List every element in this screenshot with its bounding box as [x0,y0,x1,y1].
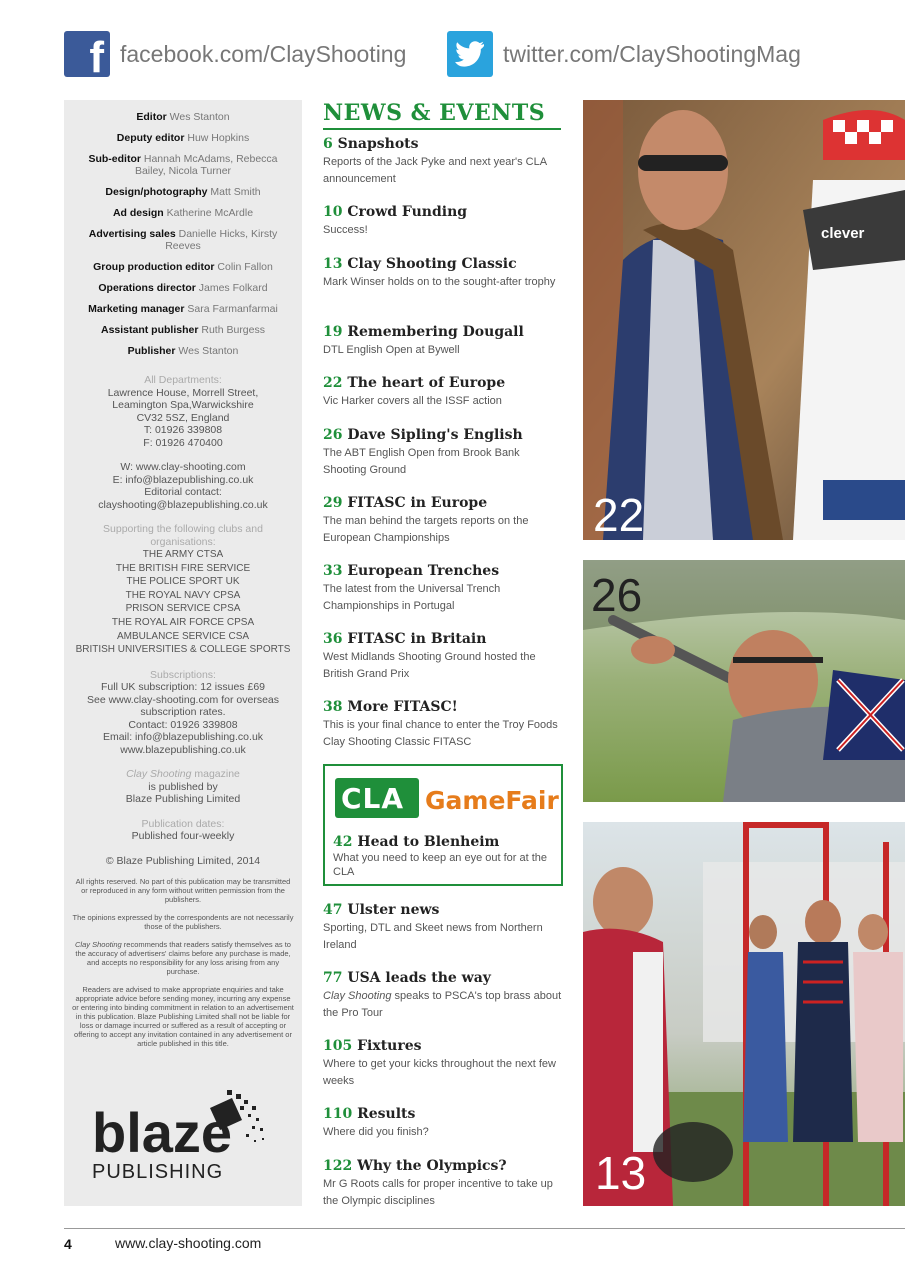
facebook-url[interactable]: facebook.com/ClayShooting [120,40,407,67]
item-description: The latest from the Universal Trench Championships in Portugal [323,583,501,612]
sidebar-line: THE ROYAL NAVY CPSA [125,589,241,601]
twitter-icon [447,31,493,77]
item-page-number: 33 [323,563,343,579]
item-title: Clay Shooting Classic [347,256,517,272]
credit-name: Ruth Burgess [201,324,265,336]
page-number: 4 [64,1236,72,1252]
contents-item[interactable] [323,563,563,615]
item-title: USA leads the way [347,970,491,986]
sidebar-line: See www.clay-shooting.com for overseas [87,693,279,706]
item-title-line [323,136,563,153]
credit-role: Advertising sales [88,228,176,240]
credit-name: James Folkard [198,282,268,294]
item-description: Mr G Roots calls for proper incentive to take up the Olympic disciplines [323,1178,553,1207]
footer-divider [64,1228,905,1229]
sidebar-line: THE ROYAL AIR FORCE CPSA [111,616,255,628]
item-title-line [323,204,563,221]
item-page-number: 105 [323,1038,353,1054]
credit-name: Sara Farmanfarmai [187,303,278,315]
sidebar-line: subscription rates. [140,706,226,719]
cla-game-fair-box[interactable]: CLA GameFair 42 Head to Blenheim What you need to keep an eye out for at the CLA [323,764,563,886]
item-title: Why the Olympics? [357,1158,507,1174]
item-title-line [323,1158,563,1175]
item-description: Success! [323,224,368,236]
sidebar-line: clayshooting@blazepublishing.co.uk [98,498,268,511]
credit-role: Publisher [127,345,176,357]
blaze-publishing-logo [92,1090,277,1190]
copyright: © Blaze Publishing Limited, 2014 [105,854,261,867]
sidebar-line: THE ARMY CTSA [142,549,224,560]
item-title: Results [357,1106,416,1122]
credit-name: Wes Stanton [169,111,230,123]
contents-item[interactable] [323,204,563,239]
item-description: West Midlands Shooting Ground hosted the British Grand Prix [323,651,536,680]
item-title-line [323,427,563,444]
item-description: DTL English Open at Bywell [323,344,460,356]
item-description: Clay Shooting speaks to PSCA's top brass about the Pro Tour [323,990,562,1019]
credit-line [74,186,292,198]
magazine-title: Clay Shooting [126,768,192,781]
subscriptions-block [64,669,302,757]
credit-name: Hannah McAdams, Rebecca Bailey, Nicola Turner [134,153,278,177]
item-page-number: 47 [323,902,343,918]
twitter-link[interactable] [447,30,801,78]
item-title: The heart of Europe [347,375,506,391]
sidebar-line: Leamington Spa,Warwickshire [112,399,254,411]
sidebar-line: Full UK subscription: 12 issues £69 [101,681,265,694]
item-title: FITASC in Europe [347,495,488,511]
item-description: Where to get your kicks throughout the next few weeks [323,1058,556,1087]
item-description: Vic Harker covers all the ISSF action [323,395,502,407]
sidebar-line: W: www.clay-shooting.com [120,461,246,473]
item-description: The man behind the targets reports on the European Championships [323,515,529,544]
item-page-number: 13 [323,256,343,272]
item-title: Remembering Dougall [347,324,524,340]
item-title-line [323,902,563,919]
contents-item[interactable] [323,495,563,547]
contents-item[interactable] [323,902,563,954]
credit-line [74,282,292,294]
credit-line [74,324,292,336]
credits-list [64,100,302,357]
item-page-number: 110 [323,1106,353,1122]
legal-readers: Readers are advised to make appropriate enquiries and take appropriate advice before sending money, incurring any expense or entering into binding commitment in relation to an advertisement in this publication. Blaze Publishing Limited shall not be liable for loss or damage incurred or suffered as a result of accepting or offering to accept any invitation contained in any advertisement or article published in this title. [72,985,294,1049]
item-title-line [323,495,563,512]
sidebar-line: AMBULANCE SERVICE CSA [116,630,250,642]
item-page-number: 6 [323,136,333,152]
sidebar-line: PRISON SERVICE CPSA [125,603,241,615]
svg-text:blaze: blaze [92,1101,233,1164]
credit-name: Huw Hopkins [187,132,250,144]
sidebar-line: Email: info@blazepublishing.co.uk [102,731,264,744]
news-events-column [323,100,563,1207]
sidebar-line: THE BRITISH FIRE SERVICE [115,562,251,574]
subs-heading: Subscriptions: [150,668,216,681]
item-page-number: 77 [323,970,343,986]
svg-text:PUBLISHING: PUBLISHING [92,1161,224,1183]
item-page-number: 38 [323,699,343,715]
item-title: More FITASC! [347,699,458,715]
item-title: Ulster news [347,902,440,918]
item-title-line [323,324,563,341]
contents-item[interactable] [323,699,563,751]
page-ref-26: 26 [591,569,643,621]
legal-rights: All rights reserved. No part of this publication may be transmitted or reproduced in any form without written permission from the publishers. [75,877,291,905]
contents-item[interactable] [323,1106,563,1141]
item-title: Snapshots [337,136,419,152]
item-description: Mark Winser holds on to the sought-after trophy [323,276,556,288]
item-title-line [323,1038,563,1055]
item-title-line [323,631,563,648]
masthead-sidebar [64,100,302,1206]
credit-name: Colin Fallon [217,261,273,273]
item-title-line [323,970,563,987]
credit-line [74,111,292,123]
sidebar-line: Editorial contact: [144,486,222,498]
credit-role: Operations director [98,282,196,294]
section-heading: NEWS & EVENTS [323,100,561,130]
credit-role: Assistant publisher [101,324,199,336]
item-description: Sporting, DTL and Skeet news from Northern Ireland [323,922,543,951]
contents-item[interactable] [323,375,563,410]
facebook-link[interactable] [64,30,406,78]
item-description: This is your final chance to enter the Troy Foods Clay Shooting Classic FITASC [323,719,558,748]
sidebar-line: Lawrence House, Morrell Street, [107,386,259,399]
contents-item[interactable] [323,324,563,359]
item-page-number: 36 [323,631,343,647]
item-page-number: 19 [323,324,343,340]
sidebar-line: www.blazepublishing.co.uk [120,743,246,756]
credit-line [74,132,292,144]
svg-text:clever: clever [821,225,865,242]
item-title: Dave Sipling's English [347,427,523,443]
item-title: European Trenches [347,563,500,579]
credit-line [74,261,292,273]
item-description: Where did you finish? [323,1126,429,1138]
item-description: The ABT English Open from Brook Bank Shooting Ground [323,447,520,476]
credit-name: Wes Stanton [178,345,239,357]
item-page-number: 22 [323,375,343,391]
sidebar-line: BRITISH UNIVERSITIES & COLLEGE SPORTS [75,644,291,656]
photo-shooter-aiming [583,560,905,802]
sidebar-line: Contact: 01926 339808 [128,718,238,731]
photo-trap-shooters [583,100,905,540]
clubs-heading: Supporting the following clubs and organisations: [103,523,263,548]
contents-item[interactable] [323,1158,563,1210]
page-ref-22: 22 [593,489,645,540]
credit-role: Deputy editor [116,132,185,144]
item-title-line [323,563,563,580]
credit-role: Group production editor [93,261,215,273]
item-page-number: 26 [323,427,343,443]
item-title-line [323,375,563,392]
item-title: FITASC in Britain [347,631,487,647]
credit-role: Sub-editor [88,153,141,165]
legal-opinions: The opinions expressed by the correspondents are not necessarily those of the publishers. [72,913,294,932]
publication-dates: Publication dates: Published four-weekly [131,817,235,843]
contents-item[interactable] [323,1038,563,1090]
contents-item[interactable] [323,256,563,291]
credit-line [74,153,292,177]
publisher-name: Blaze Publishing Limited [125,793,241,806]
page-ref-13: 13 [595,1147,647,1199]
credit-line [74,303,292,315]
footer-url[interactable]: www.clay-shooting.com [115,1235,262,1251]
credit-name: Katherine McArdle [166,207,254,219]
credit-name: Matt Smith [210,186,261,198]
photo-spectators [583,822,905,1206]
facebook-icon: f [64,31,110,77]
address-block [64,374,302,511]
credit-role: Design/photography [105,186,208,198]
credit-line [74,207,292,219]
credit-role: Editor [136,111,167,123]
credit-role: Marketing manager [88,303,185,315]
item-title-line [323,1106,563,1123]
contents-item[interactable] [323,427,563,479]
legal-advertisers: Clay Shooting recommends that readers satisfy themselves as to the accuracy of advertisers' claims before any purchase is made, and accepts no responsibility for any loss arising from any purchase. [75,940,291,977]
item-page-number: 29 [323,495,343,511]
credit-role: Ad design [112,207,164,219]
sidebar-line: CV32 5SZ, England [136,411,230,424]
item-title: Crowd Funding [347,204,468,220]
cla-gamefair-logo: CLA GameFair [335,778,551,824]
item-title-line [323,256,563,273]
twitter-url[interactable]: twitter.com/ClayShootingMag [503,40,801,67]
sidebar-line: THE POLICE SPORT UK [126,576,240,588]
credit-name: Danielle Hicks, Kirsty Reeves [165,228,278,252]
item-page-number: 122 [323,1158,353,1174]
item-page-number: 10 [323,204,343,220]
credit-line [74,345,292,357]
credit-line [74,228,292,252]
item-title: Fixtures [357,1038,422,1054]
contents-item[interactable] [323,970,563,1022]
sidebar-line: T: 01926 339808 [143,424,223,436]
item-description: Reports of the Jack Pyke and next year's CLA announcement [323,156,547,185]
sidebar-line: E: info@blazepublishing.co.uk [112,473,254,486]
address-heading: All Departments: [144,374,222,386]
clubs-block [64,523,302,657]
item-title-line [323,699,563,716]
contents-item[interactable] [323,136,563,188]
sidebar-line: F: 01926 470400 [143,436,223,449]
publisher-block: Clay Shooting magazine is published by Blaze Publishing Limited [64,768,302,806]
contents-item[interactable] [323,631,563,683]
